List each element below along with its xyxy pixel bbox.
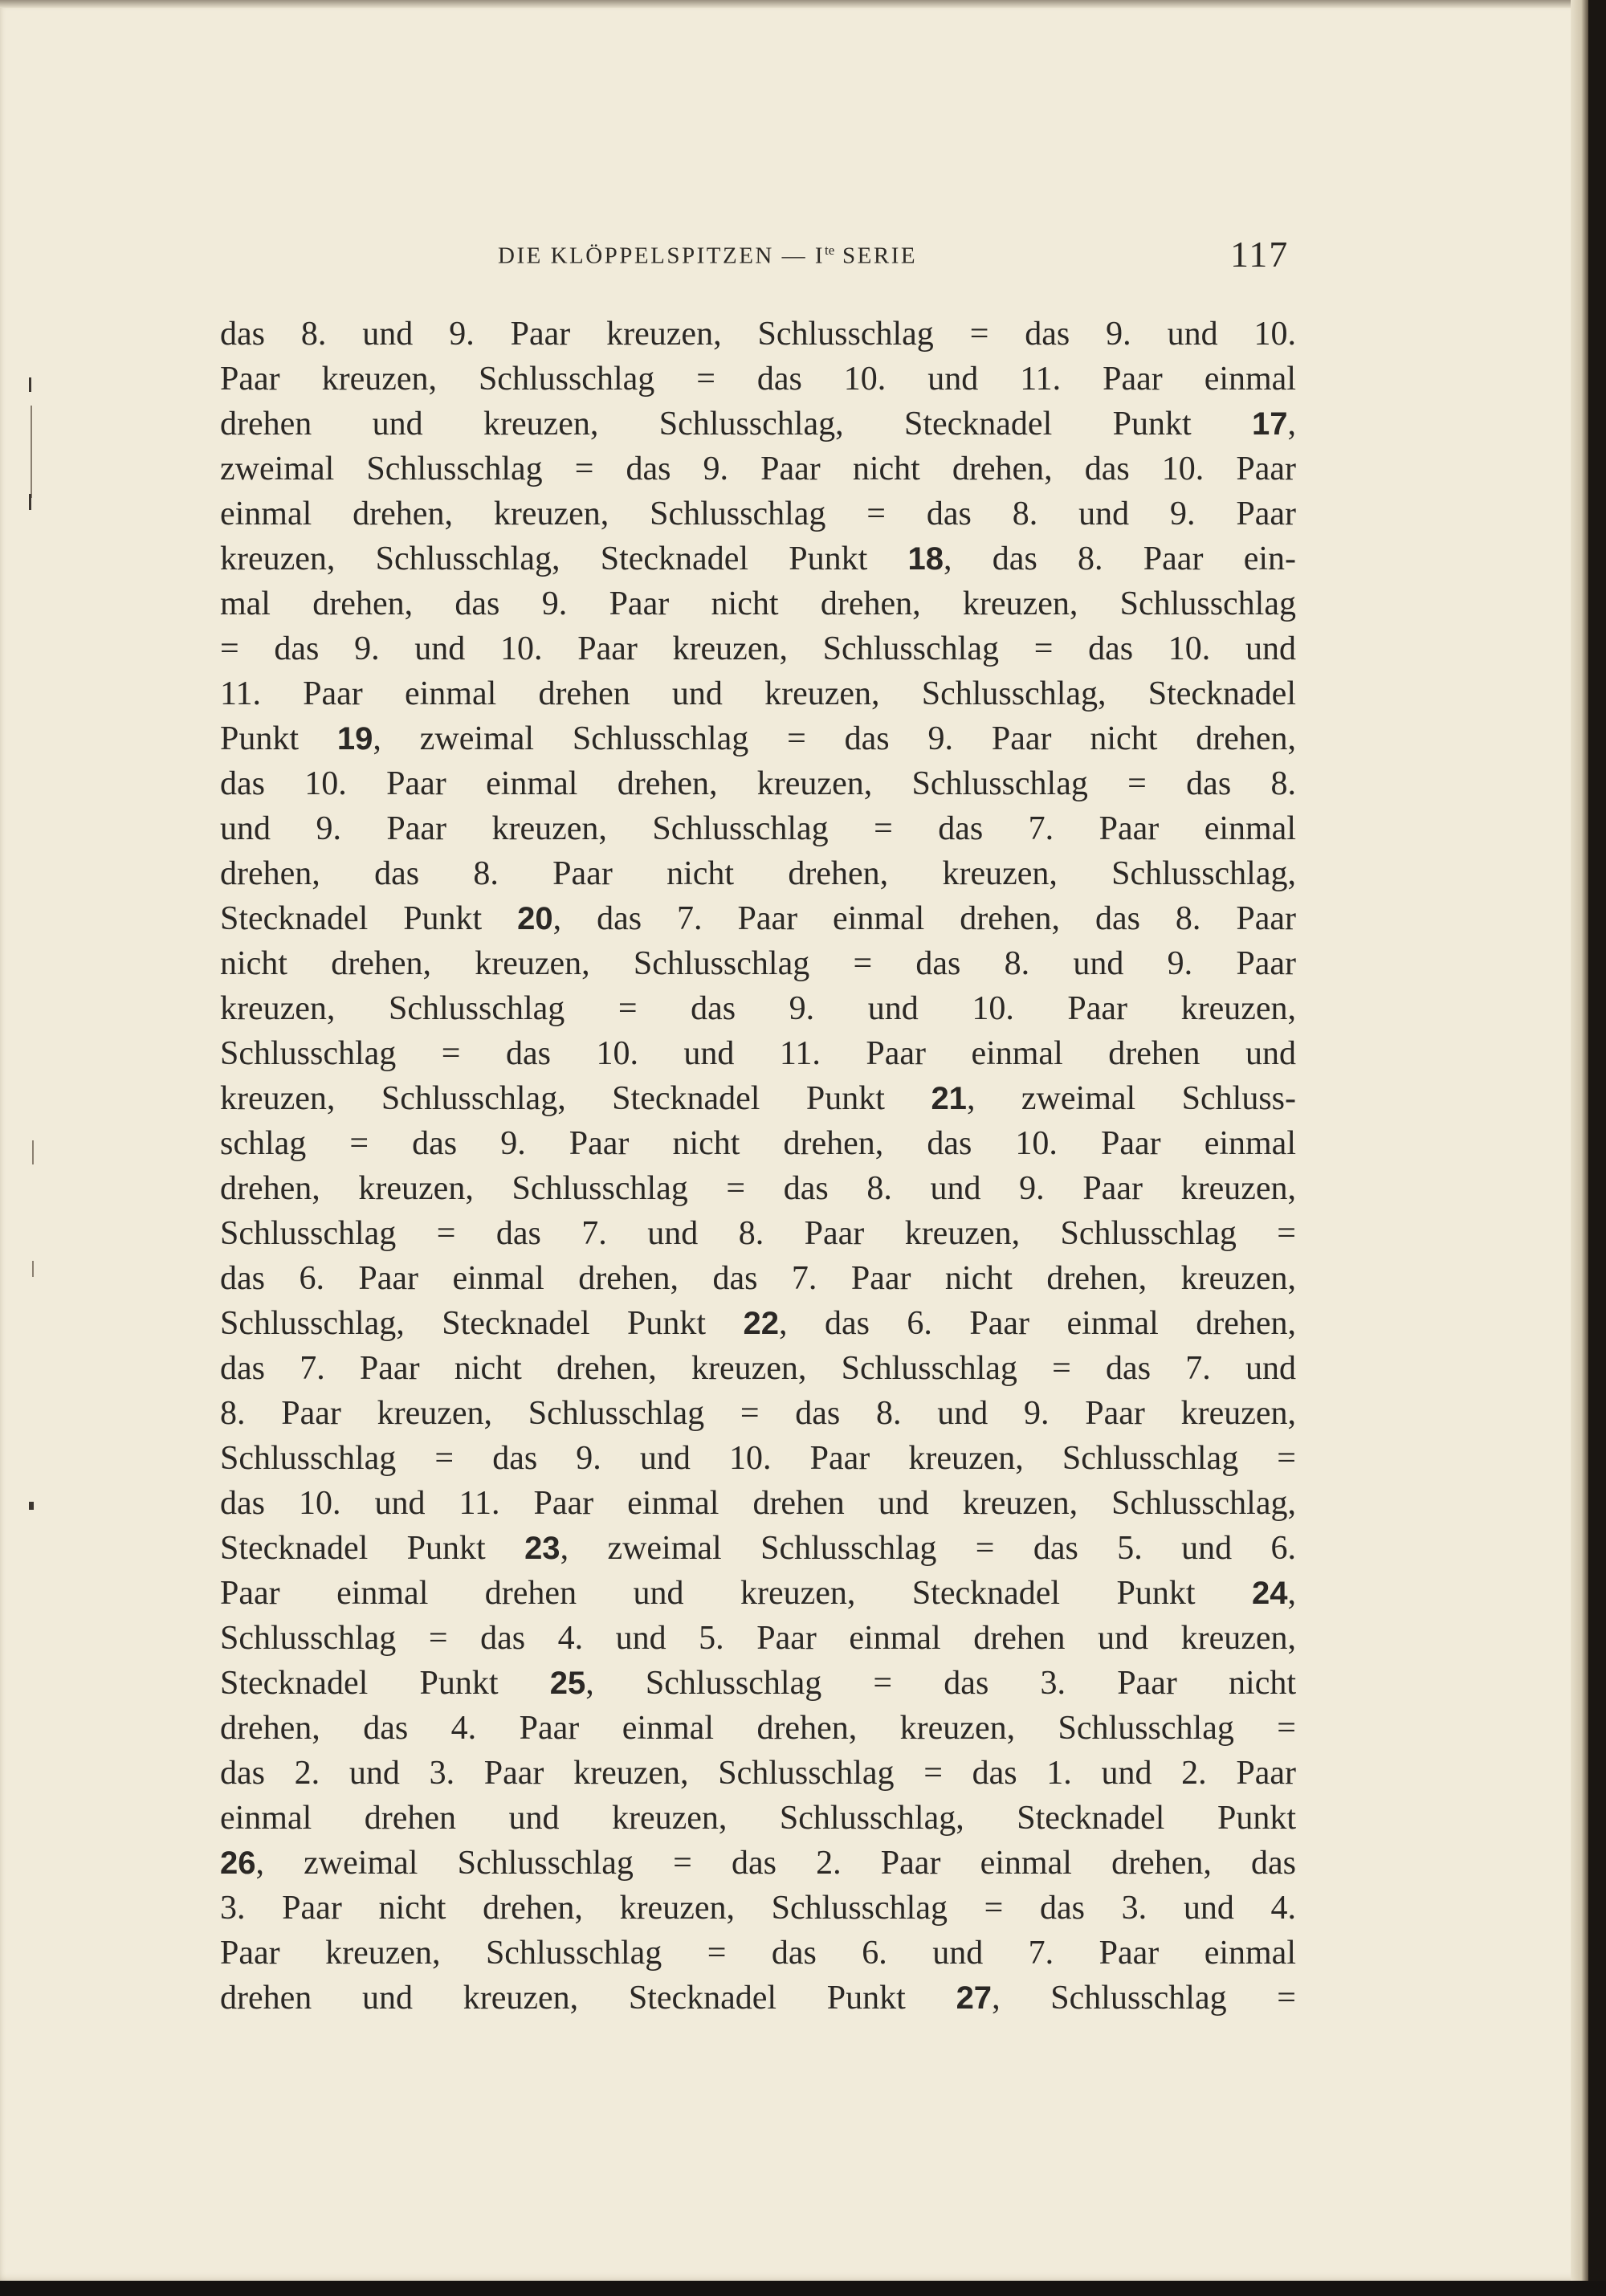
running-header (498, 243, 917, 270)
text-line: das 8. und 9. Paar kreuzen, Schlusschlag = das 9. und 10. (220, 316, 1296, 353)
line-segment: drehen und kreuzen, Stecknadel Punkt (220, 1980, 956, 2017)
margin-mark (32, 1261, 34, 1277)
point-number: 20 (517, 901, 553, 936)
text-line: Schlusschlag = das 9. und 10. Paar kreuzen, Schlusschlag = (220, 1440, 1296, 1477)
text-line (220, 1571, 1296, 1616)
line-segment: , zweimal Schlusschlag = das 9. Paar nicht drehen, (373, 720, 1297, 757)
margin-mark (32, 1140, 34, 1164)
body-text (220, 312, 1296, 2021)
page-top-edge (0, 0, 1588, 8)
text-line: das 10. und 11. Paar einmal drehen und kreuzen, Schlusschlag, (220, 1485, 1296, 1522)
line-segment: , (1287, 406, 1296, 442)
point-number: 19 (336, 721, 373, 756)
margin-mark (31, 406, 32, 498)
text-line: zweimal Schlusschlag = das 9. Paar nicht drehen, das 10. Paar (220, 451, 1296, 487)
text-line: Schlusschlag = das 7. und 8. Paar kreuzen, Schlusschlag = (220, 1215, 1296, 1252)
margin-mark (29, 377, 31, 392)
text-line: 8. Paar kreuzen, Schlusschlag = das 8. und 9. Paar kreuzen, (220, 1395, 1296, 1432)
point-number: 24 (1252, 1576, 1288, 1611)
text-line: das 6. Paar einmal drehen, das 7. Paar nicht drehen, kreuzen, (220, 1260, 1296, 1297)
line-segment: Stecknadel Punkt (220, 900, 518, 937)
text-line: drehen, kreuzen, Schlusschlag = das 8. und 9. Paar kreuzen, (220, 1170, 1296, 1207)
line-segment: , das 8. Paar ein- (944, 540, 1296, 577)
scan-bottom-border (0, 2281, 1606, 2296)
text-line: und 9. Paar kreuzen, Schlusschlag = das 7. Paar einmal (220, 810, 1296, 847)
line-segment: , zweimal Schlusschlag = das 5. und 6. (560, 1530, 1296, 1567)
text-line: einmal drehen und kreuzen, Schlusschlag, Stecknadel Punkt (220, 1800, 1296, 1837)
line-segment: , zweimal Schlusschlag = das 2. Paar einmal drehen, das (255, 1845, 1296, 1882)
text-line (220, 1301, 1296, 1346)
line-segment: , zweimal Schluss- (966, 1080, 1297, 1117)
line-segment: Stecknadel Punkt (220, 1530, 525, 1567)
page-number: 117 (1230, 234, 1290, 275)
text-line: = das 9. und 10. Paar kreuzen, Schlusschlag = das 10. und (220, 630, 1296, 667)
text-line: Schlusschlag = das 4. und 5. Paar einmal drehen und kreuzen, (220, 1620, 1296, 1657)
text-line (220, 1526, 1296, 1571)
line-segment: , Schlusschlag = (992, 1980, 1296, 2017)
text-line: 3. Paar nicht drehen, kreuzen, Schlusschlag = das 3. und 4. (220, 1890, 1296, 1927)
line-segment: , (1287, 1575, 1296, 1612)
line-segment: Punkt (220, 720, 337, 757)
line-segment: , das 6. Paar einmal drehen, (779, 1305, 1296, 1342)
text-line (220, 1841, 1296, 1886)
text-line: drehen, das 8. Paar nicht drehen, kreuzen, Schlusschlag, (220, 855, 1296, 892)
margin-mark (29, 1502, 34, 1510)
text-line: mal drehen, das 9. Paar nicht drehen, kreuzen, Schlusschlag (220, 585, 1296, 622)
title-superscript: te (825, 243, 835, 258)
text-line: drehen, das 4. Paar einmal drehen, kreuzen, Schlusschlag = (220, 1710, 1296, 1747)
text-line: Paar kreuzen, Schlusschlag = das 10. und 11. Paar einmal (220, 361, 1296, 398)
running-title-suffix: SERIE (834, 243, 918, 269)
text-line: kreuzen, Schlusschlag = das 9. und 10. Paar kreuzen, (220, 990, 1296, 1027)
text-line: das 2. und 3. Paar kreuzen, Schlusschlag = das 1. und 2. Paar (220, 1755, 1296, 1792)
point-number: 23 (524, 1531, 560, 1566)
point-number: 17 (1252, 406, 1288, 442)
text-line (220, 1976, 1296, 2021)
text-line (220, 402, 1296, 447)
point-number: 25 (549, 1666, 586, 1701)
text-line (220, 536, 1296, 581)
point-number: 22 (743, 1306, 779, 1341)
line-segment: Stecknadel Punkt (220, 1665, 550, 1702)
line-segment: kreuzen, Schlusschlag, Stecknadel Punkt (220, 1080, 931, 1117)
text-line: Paar kreuzen, Schlusschlag = das 6. und 7. Paar einmal (220, 1935, 1296, 1972)
line-segment: Paar einmal drehen und kreuzen, Stecknadel Punkt (220, 1575, 1252, 1612)
text-line: Schlusschlag = das 10. und 11. Paar einmal drehen und (220, 1035, 1296, 1072)
text-line: das 7. Paar nicht drehen, kreuzen, Schlusschlag = das 7. und (220, 1350, 1296, 1387)
running-title: DIE KLÖPPELSPITZEN — I (498, 243, 825, 269)
point-number: 18 (907, 541, 944, 577)
text-line: das 10. Paar einmal drehen, kreuzen, Schlusschlag = das 8. (220, 765, 1296, 802)
line-segment: , das 7. Paar einmal drehen, das 8. Paar (552, 900, 1296, 937)
text-line (220, 1661, 1296, 1706)
margin-mark (29, 494, 31, 510)
point-number: 27 (956, 1980, 993, 2016)
text-line (220, 1076, 1296, 1121)
text-line: einmal drehen, kreuzen, Schlusschlag = das 8. und 9. Paar (220, 495, 1296, 532)
text-line: nicht drehen, kreuzen, Schlusschlag = das 8. und 9. Paar (220, 945, 1296, 982)
page-right-edge (1571, 0, 1588, 2281)
point-number: 26 (220, 1845, 256, 1881)
line-segment: , Schlusschlag = das 3. Paar nicht (585, 1665, 1297, 1702)
text-line (220, 716, 1296, 761)
line-segment: drehen und kreuzen, Schlusschlag, Stecknadel Punkt (220, 406, 1252, 442)
line-segment: Schlusschlag, Stecknadel Punkt (220, 1305, 744, 1342)
point-number: 21 (931, 1081, 967, 1116)
line-segment: kreuzen, Schlusschlag, Stecknadel Punkt (220, 540, 908, 577)
text-line: 11. Paar einmal drehen und kreuzen, Schlusschlag, Stecknadel (220, 675, 1296, 712)
text-line: schlag = das 9. Paar nicht drehen, das 10. Paar einmal (220, 1125, 1296, 1162)
text-line (220, 896, 1296, 941)
